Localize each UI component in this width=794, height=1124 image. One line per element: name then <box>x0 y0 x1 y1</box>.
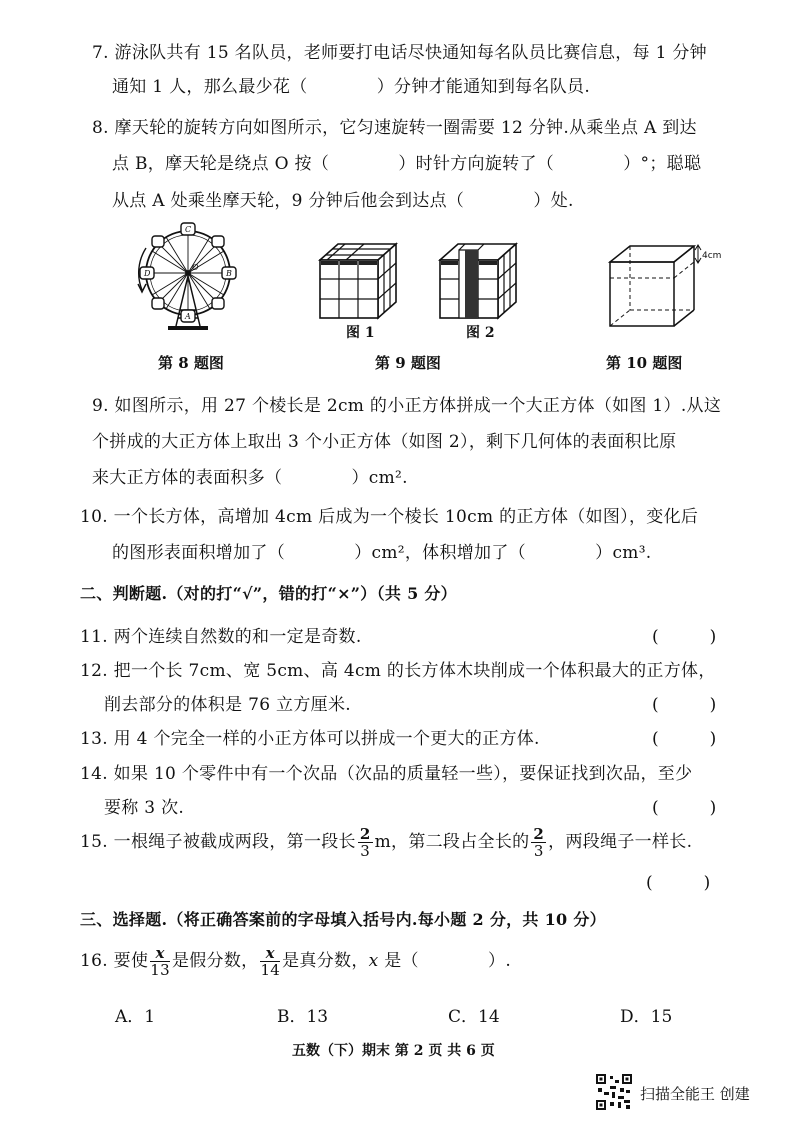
q16-option-c: C．14 <box>448 1007 500 1027</box>
q16-fraction-1: $\frac{x}{13}$ <box>150 944 170 979</box>
qr-code-icon <box>596 1074 632 1110</box>
q16-text-b: 是假分数， <box>171 951 259 971</box>
q13-text: 13. 用 4 个完全一样的小正方体可以拼成一个更大的正方体. <box>80 729 540 749</box>
q15-answer: ( ) <box>646 873 711 893</box>
q14-answer: ( ) <box>652 798 717 818</box>
wheel-label-c: C <box>185 225 192 234</box>
q10-line1: 10. 一个长方体，高增加 4cm 后成为一个棱长 10cm 的正方体（如图），变化后 <box>80 507 699 527</box>
q10-line2: 的图形表面积增加了（ ）cm²，体积增加了（ ）cm³. <box>112 543 652 563</box>
q7-line1: 7. 游泳队共有 15 名队员，老师要打电话尽快通知每名队员比赛信息，每 1 分钟 <box>92 43 707 63</box>
q8-line3: 从点 A 处乘坐摩天轮，9 分钟后他会到达点（ ）处. <box>112 191 574 211</box>
q16-var-x: x <box>368 951 379 971</box>
q16-text-e: 是（ ）. <box>378 951 512 971</box>
q16-option-d: D．15 <box>620 1007 673 1027</box>
q16-option-b: B．13 <box>277 1007 329 1027</box>
cuboid-figure <box>604 240 734 340</box>
wheel-label-a: A <box>185 312 191 321</box>
q16-text-c: 是真分数， <box>282 951 369 971</box>
q16-text-a: 16. 要使 <box>80 951 149 971</box>
q11-text: 11. 两个连续自然数的和一定是奇数. <box>80 627 362 647</box>
caption-fig10: 第 10 题图 <box>606 354 683 372</box>
q7-line2: 通知 1 人，那么最少花（ ）分钟才能通知到每名队员. <box>112 77 591 97</box>
q15-text-c: ，两段绳子一样长. <box>548 832 693 852</box>
q16-option-a: A．1 <box>115 1007 156 1027</box>
dim-label: 4cm <box>702 251 722 261</box>
q15-fraction-2: $\frac{2}{3}$ <box>533 825 545 860</box>
q15-fraction-1: $\frac{2}{3}$ <box>359 825 371 860</box>
section3-title: 三、选择题.（将正确答案前的字母填入括号内.每小题 2 分，共 10 分） <box>80 910 606 929</box>
scanner-watermark: 扫描全能王 创建 <box>640 1085 750 1103</box>
q9-line1: 9. 如图所示，用 27 个棱长是 2cm 的小正方体拼成一个大正方体（如图 1）.从这 <box>92 396 722 416</box>
q9-line3: 来大正方体的表面积多（ ）cm². <box>92 468 408 488</box>
q11-answer: ( ) <box>652 627 717 647</box>
q15-text-a: 15. 一根绳子被截成两段，第一段长 <box>80 832 356 852</box>
q16-line <box>80 945 511 978</box>
ferris-wheel-figure <box>128 218 248 342</box>
page-footer: 五数（下）期末 第 2 页 共 6 页 <box>292 1043 495 1059</box>
section2-title: 二、判断题.（对的打“√”，错的打“×”）（共 5 分） <box>80 584 457 603</box>
cube-figure-2 <box>438 242 518 322</box>
q15-line <box>80 826 692 859</box>
fig1-label: 图 1 <box>346 325 375 341</box>
q14-line1: 14. 如果 10 个零件中有一个次品（次品的质量轻一些），要保证找到次品，至少 <box>80 764 693 784</box>
wheel-label-b: B <box>226 269 232 278</box>
q8-line2: 点 B，摩天轮是绕点 O 按（ ）时针方向旋转了（ ）°；聪聪 <box>112 154 702 174</box>
q12-line2: 削去部分的体积是 76 立方厘米. <box>104 695 351 715</box>
q13-answer: ( ) <box>652 729 717 749</box>
fig2-label: 图 2 <box>466 325 495 341</box>
q9-line2: 个拼成的大正方体上取出 3 个小正方体（如图 2），剩下几何体的表面积比原 <box>92 432 677 452</box>
wheel-label-d: D <box>144 269 151 278</box>
wheel-label-o: O <box>192 263 199 272</box>
q8-line1: 8. 摩天轮的旋转方向如图所示，它匀速旋转一圈需要 12 分钟.从乘坐点 A 到达 <box>92 118 697 138</box>
cube-figure-1 <box>318 242 398 322</box>
caption-fig9: 第 9 题图 <box>375 354 441 372</box>
q12-answer: ( ) <box>652 695 717 715</box>
q15-text-b: m，第二段占全长的 <box>374 832 530 852</box>
q16-fraction-2: $\frac{x}{14}$ <box>260 944 281 979</box>
q12-line1: 12. 把一个长 7cm、宽 5cm、高 4cm 的长方体木块削成一个体积最大的正方体， <box>80 661 716 681</box>
caption-fig8: 第 8 题图 <box>158 354 224 372</box>
q14-line2: 要称 3 次. <box>104 798 185 818</box>
